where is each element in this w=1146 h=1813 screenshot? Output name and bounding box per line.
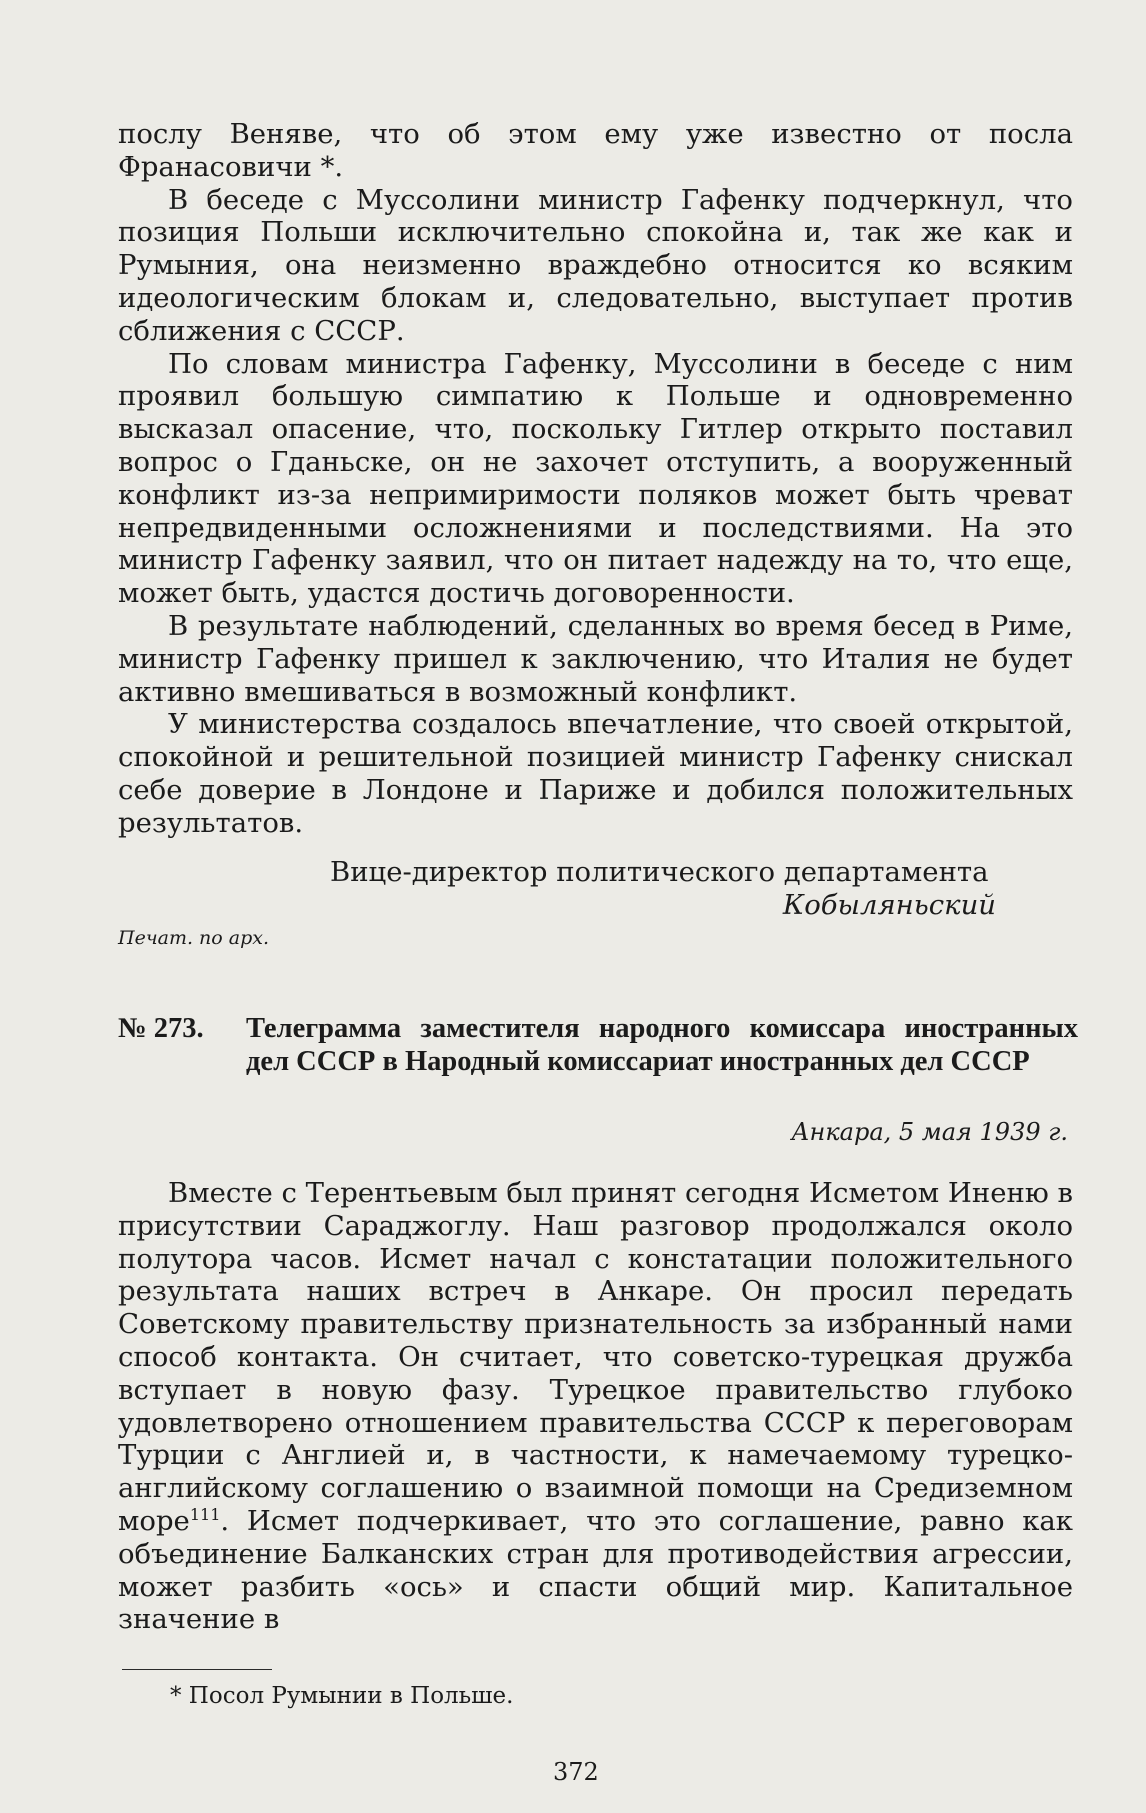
paragraph: В беседе с Муссолини министр Гафенку подчеркнул, что позиция Польши исключительно спокойна и, так же как и Румыния, она неизменно враждебно относится ко всяким идеологическим блокам и, следовательно, выступает против сближения с СССР. (118, 183, 1073, 347)
paragraph: В результате наблюдений, сделанных во время бесед в Риме, министр Гафенку пришел к заключению, что Италия не будет активно вмешиваться в возможный конфликт. (118, 609, 1073, 708)
note-reference: 111 (189, 1504, 221, 1524)
body-text-before-note: Вместе с Терентьевым был принят сегодня Исметом Иненю в присутствии Сараджоглу. Наш разговор продолжался около полутора часов. Исмет начал с констатации положительного результата наших встреч в Анкаре. Он просил передать Советскому правительству признательность за избранный нами способ контакта. Он считает, что советско-турецкая дружба вступает в новую фазу. Турецкое правительство глубоко удовлетворено отношением правительства СССР к переговорам Турции с Англией и, в частности, к намечаемому турецко-английскому соглашению о взаимной помощи на Средиземном море (118, 1177, 1074, 1537)
page-number: 372 (553, 1758, 599, 1786)
document-title: Телеграмма заместителя народного комиссара иностранных дел СССР в Народный комиссариат иностранных дел СССР (246, 1013, 1078, 1077)
signature-name: Кобыляньский (782, 889, 996, 921)
paragraph (118, 1177, 1073, 1636)
document-number: № 273. (118, 1013, 204, 1044)
footnote-rule (122, 1669, 272, 1670)
body-text-after-note: . Исмет подчеркивает, что это соглашение, равно как объединение Балканских стран для противодействия агрессии, может разбить «ось» и спасти общий мир. Капитальное значение в (118, 1504, 1073, 1636)
top-text-block (118, 118, 1073, 840)
paragraph: По словам министра Гафенку, Муссолини в беседе с ним проявил большую симпатию к Польше и одновременно высказал опасение, что, поскольку Гитлер открыто поставил вопрос о Гданьске, он не захочет отступить, а вооруженный конфликт из-за непримиримости поляков может быть чреват непредвиденными осложнениями и последствиями. На это министр Гафенку заявил, что он питает надежду на то, что еще, может быть, удастся достичь договоренности. (118, 347, 1073, 610)
body-text-block (118, 1177, 1073, 1636)
footnote: * Посол Румынии в Польше. (170, 1683, 514, 1709)
paragraph: У министерства создалось впечатление, что своей открытой, спокойной и решительной позицией министр Гафенку снискал себе доверие в Лондоне и Париже и добился положительных результатов. (118, 708, 1073, 839)
source-note: Печат. по арх. (118, 927, 270, 949)
dateline: Анкара, 5 мая 1939 г. (791, 1118, 1068, 1146)
signature-title: Вице-директор политического департамента (330, 856, 989, 888)
paragraph: послу Веняве, что об этом ему уже известно от посла Франасовичи *. (118, 118, 1073, 183)
